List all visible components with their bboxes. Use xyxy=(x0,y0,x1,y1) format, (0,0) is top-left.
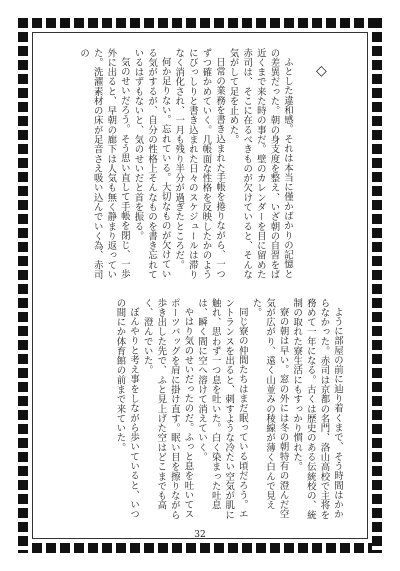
paragraph: やはり気のせいだったのだ。ふっと息を吐いてスポーツバッグを肩に掛け直す。眠い目を擦りながら歩き出した先で、ふと見上げた空はどこまでも高く、澄んでいた。 xyxy=(141,298,194,520)
paragraph: 気のせいだろう。そう思い直して手帳を閉じ、一歩外に出ると、早朝の廊下は人気も無く静まり返っていた。洗濯素材の床が足音さえ吸い込んでいく為、赤司の xyxy=(78,48,130,280)
bottom-checkered-border xyxy=(18,543,382,553)
paragraph: 同じ寮の仲間たちはまだ眠っている頃だろう。エントランスを出ると、刺すような冷たい空気が肌に触れ、思わず一つ息を吐いた。白く染まった吐息は、瞬く間に空へ溶けて消えていく。 xyxy=(196,298,248,520)
lower-text-column xyxy=(42,298,344,526)
paragraph: 日常の業務を書き込まれた手帳を捲りながら、一つずつ確かめていく。几帳面な性格を反映したかのようにびっしりと書き込まれた日々のスケジュールは滞りなく消化され、一月も残り半分が過ぎたところだ。 xyxy=(173,48,226,280)
paragraph: ふとした違和感。それは本当に僅かばかりの記憶との差異だった。朝の身支度を整え、いざ朝の自習をば近くまで来た時の事だ。壁のカレンダーを目に留めた赤司は、そこに在るべきものが欠けていると、そんな気がして足を止めた。 xyxy=(227,48,293,280)
section-mark-icon: ◇ xyxy=(316,63,327,79)
top-checkered-border xyxy=(18,18,382,28)
page-number: 32 xyxy=(194,530,206,540)
paragraph: 寮の朝は早い。窓の外には冬の朝特有の澄んだ空気が広がり、遠く山並みの稜線が薄く白んで見えた。 xyxy=(250,298,289,520)
upper-text-column xyxy=(42,48,294,284)
paragraph: 何か足りない。忘れている。大切なものが欠けている気がするが、自分の性格上そんなものを書き忘れているはずもないと、気のせいだと首を振る。 xyxy=(132,48,171,280)
paragraph: ぼんやりと考え事をしながら歩いていると、いつの間にか体育館の前まで来ていた。 xyxy=(114,298,140,520)
left-checkered-border xyxy=(18,18,28,553)
paragraph: ように部屋の前に辿り着くまで、そう時間はかからなかった。赤司は京都の名門、洛山高校で主将を務めて一年になる。古くは歴史のある伝統校の、統制の取れた寮生活にもすっかり慣れた。 xyxy=(291,298,343,520)
right-checkered-border xyxy=(372,18,382,553)
